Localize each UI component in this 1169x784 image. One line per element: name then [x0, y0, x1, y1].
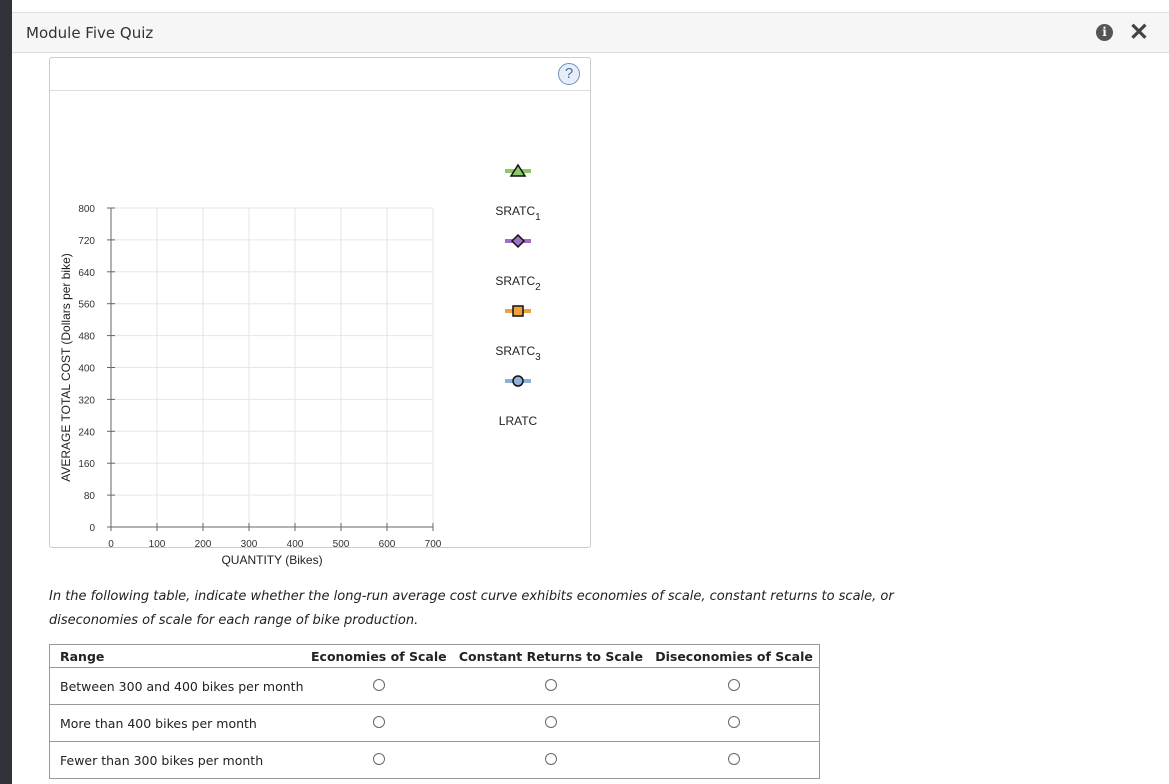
legend-label	[499, 414, 538, 428]
radio-cell	[305, 705, 453, 742]
legend-name: SRATC	[495, 204, 536, 218]
radio-economies[interactable]	[373, 716, 385, 728]
radio-diseconomies[interactable]	[728, 716, 740, 728]
legend-name: LRATC	[498, 414, 538, 428]
x-tick-label: 100	[148, 539, 166, 550]
y-tick-label: 80	[83, 491, 95, 503]
legend-subscript: 3	[535, 352, 541, 363]
x-tick-label: 400	[286, 539, 304, 550]
y-tick-label: 800	[78, 204, 95, 215]
y-tick-label: 160	[78, 459, 95, 471]
y-tick-label: 0	[89, 523, 95, 534]
graph-toolbar	[50, 58, 590, 91]
radio-cell	[453, 742, 649, 779]
x-tick-label: 200	[194, 539, 212, 550]
radio-cell	[453, 668, 649, 705]
y-tick-label: 480	[78, 331, 95, 343]
radio-cell	[305, 668, 453, 705]
legend-name: SRATC	[495, 274, 536, 288]
modal-title: Module Five Quiz	[26, 24, 154, 42]
y-tick-label: 400	[78, 363, 95, 375]
legend-subscript: 1	[535, 212, 541, 223]
y-tick-label: 640	[78, 267, 95, 279]
cost-chart[interactable]	[50, 91, 590, 567]
close-icon[interactable]: ✕	[1128, 19, 1149, 46]
x-tick-label: 300	[240, 539, 258, 550]
radio-cell	[305, 742, 453, 779]
radio-constant[interactable]	[545, 753, 557, 765]
range-label: More than 400 bikes per month	[50, 705, 305, 742]
x-tick-label: 600	[378, 539, 396, 550]
radio-constant[interactable]	[545, 679, 557, 691]
radio-constant[interactable]	[545, 716, 557, 728]
help-icon[interactable]: ?	[558, 63, 580, 85]
range-label: Fewer than 300 bikes per month	[50, 742, 305, 779]
column-header: Range	[50, 645, 305, 668]
table-row	[50, 668, 820, 705]
legend-label	[495, 344, 541, 363]
legend-name: SRATC	[495, 344, 536, 358]
answer-table	[49, 644, 820, 779]
graph-panel	[49, 57, 591, 567]
x-tick-label: 500	[332, 539, 350, 550]
radio-diseconomies[interactable]	[728, 753, 740, 765]
x-tick-label: 700	[424, 539, 442, 550]
legend-label	[495, 204, 541, 223]
question-text: In the following table, indicate whether the long-run average cost curve exhibits economies of scale, constant returns to scale, or diseconomies of scale for each range of bike production.	[49, 589, 894, 628]
column-header: Diseconomies of Scale	[649, 645, 819, 668]
info-icon[interactable]: i	[1096, 24, 1113, 41]
table-row	[50, 742, 820, 779]
radio-cell	[453, 705, 649, 742]
modal-header	[12, 13, 1169, 53]
y-axis-label: AVERAGE TOTAL COST (Dollars per bike)	[59, 253, 73, 482]
top-strip	[12, 0, 1169, 13]
radio-economies[interactable]	[373, 679, 385, 691]
radio-cell	[649, 668, 819, 705]
table-row	[50, 705, 820, 742]
column-header: Constant Returns to Scale	[453, 645, 649, 668]
column-header: Economies of Scale	[305, 645, 453, 668]
radio-cell	[649, 742, 819, 779]
y-tick-label: 720	[78, 235, 95, 247]
square-marker-icon[interactable]	[513, 306, 523, 316]
legend-subscript: 2	[535, 282, 541, 293]
diamond-marker-icon[interactable]	[512, 235, 524, 247]
x-axis-label: QUANTITY (Bikes)	[221, 553, 323, 567]
y-tick-label: 320	[78, 395, 95, 407]
radio-cell	[649, 705, 819, 742]
y-tick-label: 240	[78, 427, 95, 439]
range-label: Between 300 and 400 bikes per month	[50, 668, 305, 705]
background-sidebar	[0, 0, 12, 784]
circle-marker-icon[interactable]	[513, 376, 523, 386]
y-tick-label: 560	[78, 299, 95, 311]
legend-label	[495, 274, 541, 293]
radio-diseconomies[interactable]	[728, 679, 740, 691]
x-tick-label: 0	[108, 539, 114, 550]
radio-economies[interactable]	[373, 753, 385, 765]
